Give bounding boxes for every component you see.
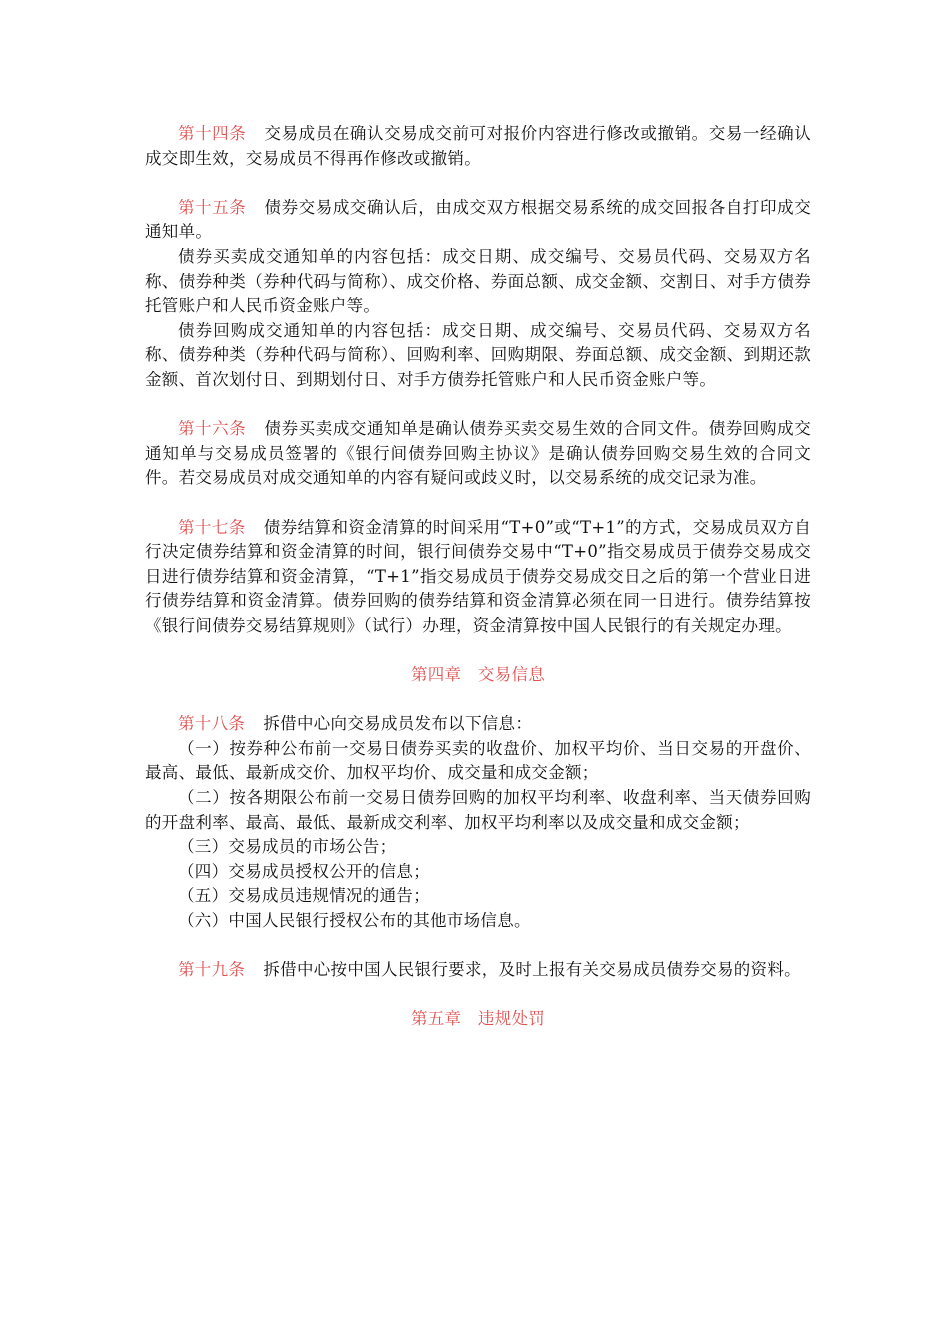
article-subparagraph: （一）按券种公布前一交易日债券买卖的收盘价、加权平均价、当日交易的开盘价、最高、最低、最新成交价、加权平均价、成交量和成交金额；: [145, 738, 811, 783]
article-text: 债券结算和资金清算的时间采用“T+0”或“T+1”的方式，交易成员双方自行决定债券结算和资金清算的时间，银行间债券交易中“T+0”指交易成员于债券交易成交日进行债券结算和资金清算，“T+1”指交易成员于债券交易成交日之后的第一个营业日进行债券结算和资金清算。债券回购的债券结算和资金清算必须在同一日进行。债券结算按《银行间债券交易结算规则》（试行）办理，资金清算按中国人民银行的有关规定办理。: [145, 517, 812, 635]
article: [145, 516, 811, 639]
article-text: 债券买卖成交通知单是确认债券买卖交易生效的合同文件。债券回购成交通知单与交易成员签署的《银行间债券回购主协议》是确认债券回购交易生效的合同文件。若交易成员对成交通知单的内容有疑问或歧义时，以交易系统的成交记录为准。: [145, 419, 811, 488]
article-paragraph: [145, 417, 811, 491]
document-body: [145, 122, 811, 1057]
article-text: 拆借中心向交易成员发布以下信息：: [263, 714, 533, 734]
article-label: 第十四条: [178, 124, 247, 143]
chapter-number: 第五章: [410, 1009, 462, 1029]
article-subparagraph: （二）按各期限公布前一交易日债券回购的加权平均利率、收盘利率、当天债券回购的开盘利率、最高、最低、最新成交利率、加权平均利率以及成交量和成交金额；: [145, 788, 811, 832]
chapter-heading-4: [145, 663, 811, 688]
article: [145, 122, 811, 171]
chapter-title: 违规处罚: [477, 1009, 546, 1029]
article-label: 第十九条: [178, 960, 246, 980]
articles-group-b: [145, 712, 811, 983]
article-label: 第十八条: [178, 714, 246, 734]
article-subparagraph: （四）交易成员授权公开的信息；: [178, 861, 430, 881]
article-label: 第十七条: [178, 517, 246, 537]
article: [145, 958, 811, 983]
article-subparagraph: （三）交易成员的市场公告；: [178, 837, 397, 857]
articles-group-a: [145, 122, 811, 638]
article-subparagraph: （五）交易成员违规情况的通告；: [178, 886, 430, 906]
chapter-title: 交易信息: [477, 665, 546, 685]
article-subparagraph: 债券回购成交通知单的内容包括：成交日期、成交编号、交易员代码、交易双方名称、债券种类（券种代码与简称）、回购利率、回购期限、券面总额、成交金额、到期还款金额、首次划付日、到期划付日、对手方债券托管账户和人民币资金账户等。: [145, 320, 811, 389]
chapter-heading-5: [145, 1007, 811, 1032]
article-paragraph: [145, 122, 811, 171]
article: [145, 712, 811, 933]
article-label: 第十六条: [178, 419, 247, 439]
article: [145, 196, 811, 393]
chapter-number: 第四章: [410, 665, 462, 685]
article-subparagraph: 债券买卖成交通知单的内容包括：成交日期、成交编号、交易员代码、交易双方名称、债券种类（券种代码与简称）、成交价格、券面总额、成交金额、交割日、对手方债券托管账户和人民币资金账户等。: [145, 246, 811, 316]
article-subparagraph: （六）中国人民银行授权公布的其他市场信息。: [178, 911, 531, 930]
article-paragraph: [145, 712, 811, 737]
article-text: 债券交易成交确认后，由成交双方根据交易系统的成交回报各自打印成交通知单。: [145, 197, 811, 242]
article-paragraph: [145, 196, 811, 245]
article-text: 交易成员在确认交易成交前可对报价内容进行修改或撤销。交易一经确认成交即生效，交易成员不得再作修改或撤销。: [145, 124, 811, 168]
article-text: 拆借中心按中国人民银行要求，及时上报有关交易成员债券交易的资料。: [263, 960, 801, 980]
article-label: 第十五条: [178, 197, 247, 217]
article-paragraph: [145, 958, 811, 983]
article-paragraph: [145, 516, 811, 639]
article: [145, 417, 811, 491]
